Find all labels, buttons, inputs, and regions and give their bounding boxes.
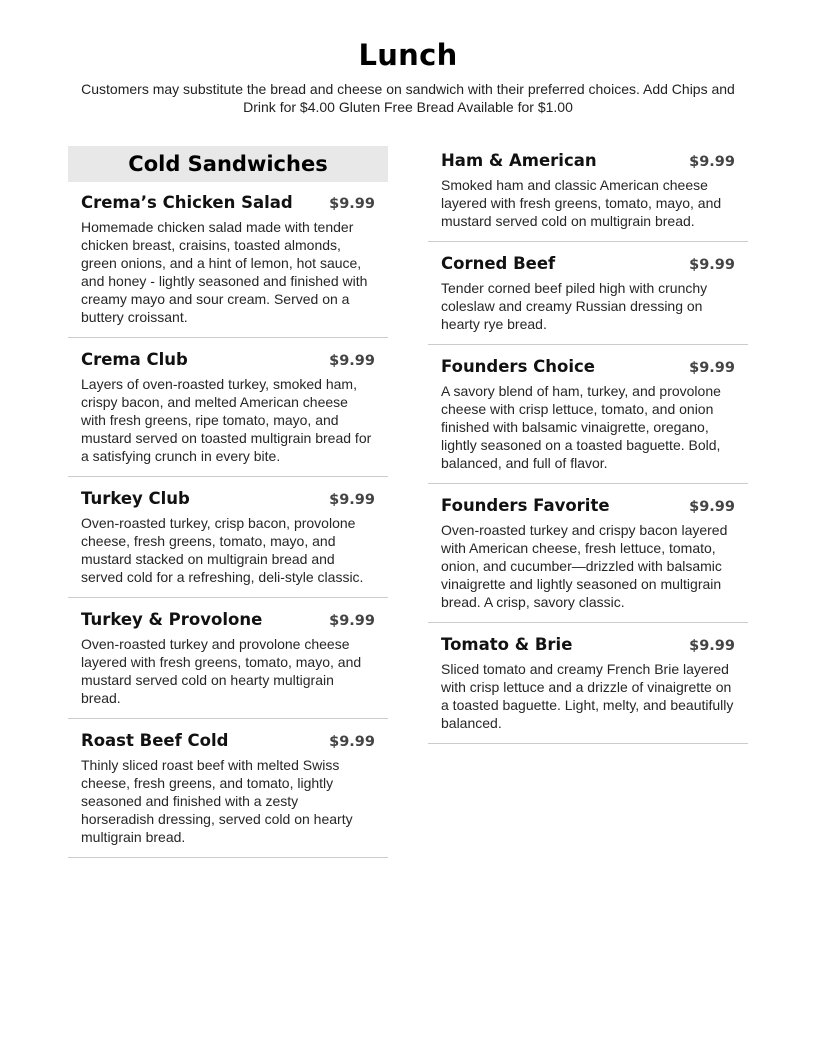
- menu-item: [428, 242, 748, 345]
- menu-item-description: Sliced tomato and creamy French Brie layered with crisp lettuce and a drizzle of vinaigrette on a toasted baguette. Light, melty, and beautifully balanced.: [441, 661, 734, 731]
- menu-item-description: Oven-roasted turkey and crispy bacon layered with American cheese, fresh lettuce, tomato, onion, and cucumber—drizzled with balsamic vinaigrette and lightly seasoned on multigrain bread. A crisp, savory classic.: [441, 522, 728, 610]
- menu-item-header: [81, 193, 375, 212]
- menu-item: [428, 484, 748, 623]
- menu-item: [68, 719, 388, 858]
- left-column: [68, 146, 388, 858]
- menu-item-header: [441, 357, 735, 376]
- menu-item-description: Smoked ham and classic American cheese layered with fresh greens, tomato, mayo, and mustard served cold on multigrain bread.: [441, 177, 722, 229]
- menu-item-description: Thinly sliced roast beef with melted Swiss cheese, fresh greens, and tomato, lightly seasoned and finished with a zesty horseradish dressing, served cold on hearty multigrain bread.: [81, 757, 353, 845]
- menu-item-name: Corned Beef: [441, 254, 556, 273]
- menu-item-price: $9.99: [329, 353, 375, 369]
- menu-item-description: Tender corned beef piled high with crunchy coleslaw and creamy Russian dressing on hearty rye bread.: [441, 280, 708, 332]
- menu-item-description: Oven-roasted turkey and provolone cheese layered with fresh greens, tomato, mayo, and mustard served cold on hearty multigrain bread.: [81, 636, 362, 706]
- menu-item-name: Crema’s Chicken Salad: [81, 193, 293, 212]
- menu-item-name: Founders Choice: [441, 357, 595, 376]
- menu-item-name: Turkey Club: [81, 489, 190, 508]
- intro-text: Customers may substitute the bread and cheese on sandwich with their preferred choices. Add Chips and Drink for $4.00 Gluten Free Bread Available for $1.00: [81, 81, 735, 115]
- menu-item-price: $9.99: [329, 492, 375, 508]
- menu-item-name: Founders Favorite: [441, 496, 610, 515]
- menu-item-price: $9.99: [689, 360, 735, 376]
- page-title: Lunch: [358, 38, 458, 72]
- menu-item: [428, 623, 748, 744]
- menu-item-price: $9.99: [689, 638, 735, 654]
- menu-item-header: [81, 610, 375, 629]
- menu-item-name: Crema Club: [81, 350, 188, 369]
- menu-item-name: Tomato & Brie: [441, 635, 573, 654]
- menu-item: [68, 338, 388, 477]
- right-column: [428, 146, 748, 744]
- menu-item-price: $9.99: [689, 257, 735, 273]
- menu-item-header: [441, 254, 735, 273]
- menu-item: [68, 598, 388, 719]
- menu-item-name: Roast Beef Cold: [81, 731, 229, 750]
- menu-item: [68, 182, 388, 338]
- menu-item-description: A savory blend of ham, turkey, and provolone cheese with crisp lettuce, tomato, and onion finished with balsamic vinaigrette, oregano, lightly seasoned on a toasted baguette. Bold, balanced, and full of flavor.: [441, 383, 721, 471]
- menu-item-description: Layers of oven-roasted turkey, smoked ham, crispy bacon, and melted American cheese with fresh greens, ripe tomato, mayo, and mustard served on toasted multigrain bread for a satisfying crunch in every bite.: [81, 376, 372, 464]
- menu-item-name: Ham & American: [441, 151, 597, 170]
- menu-item: [428, 146, 748, 242]
- menu-item-price: $9.99: [689, 499, 735, 515]
- menu-item-price: $9.99: [329, 613, 375, 629]
- menu-item-header: [441, 151, 735, 170]
- section-header-cold-sandwiches: Cold Sandwiches: [68, 146, 388, 182]
- menu-item-description: Homemade chicken salad made with tender chicken breast, craisins, toasted almonds, green onions, and a hint of lemon, hot sauce, and honey - lightly seasoned and finished with creamy mayo and sour cream. Served on a buttery croissant.: [81, 219, 368, 325]
- menu-item-description: Oven-roasted turkey, crisp bacon, provolone cheese, fresh greens, tomato, mayo, and mustard stacked on multigrain bread and served cold for a refreshing, deli-style classic.: [81, 515, 364, 585]
- menu-item-price: $9.99: [689, 154, 735, 170]
- menu-item-header: [81, 731, 375, 750]
- menu-item-price: $9.99: [329, 196, 375, 212]
- menu-item-header: [81, 489, 375, 508]
- menu-item-header: [441, 635, 735, 654]
- menu-item-name: Turkey & Provolone: [81, 610, 263, 629]
- menu-item-header: [441, 496, 735, 515]
- menu-item-price: $9.99: [329, 734, 375, 750]
- menu-item-header: [81, 350, 375, 369]
- menu-item: [428, 345, 748, 484]
- menu-item: [68, 477, 388, 598]
